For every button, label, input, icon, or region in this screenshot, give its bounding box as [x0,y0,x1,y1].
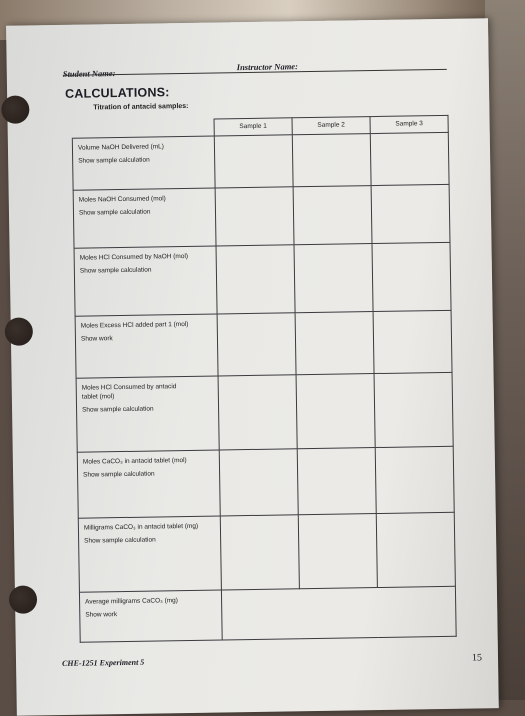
calculations-table [72,115,457,643]
section-subtitle: Titration of antacid samples: [93,102,189,112]
sample-2-cell[interactable] [298,514,377,589]
row-label-note: Show sample calculation [78,208,151,217]
column-header-sample-2: Sample 2 [292,117,370,135]
sample-2-cell[interactable] [295,312,374,375]
table-row [74,242,451,316]
row-label-note: Show sample calculation [78,156,150,165]
sample-1-cell[interactable] [216,245,295,314]
sample-3-cell[interactable] [376,512,455,587]
row-label-text: Milligrams CaCO₃ in antacid tablet (mg) [83,522,199,532]
row-label-text: Moles Excess HCl added part 1 (mol) [80,320,189,330]
table-row [76,372,453,452]
row-label-note: Show sample calculation [83,470,155,479]
sample-3-cell[interactable] [373,310,452,373]
sample-3-cell[interactable] [375,446,454,513]
column-header-sample-3: Sample 3 [370,115,448,133]
table-row [79,586,456,642]
row-label-milligrams-caco3 [78,516,221,592]
sample-3-cell[interactable] [371,184,450,243]
row-label-text: Moles CaCO₃ in antacid tablet (mol) [82,457,187,466]
row-label-text: Moles NaOH Consumed (mol) [78,195,166,204]
sample-2-cell[interactable] [292,134,371,187]
binder-hole [5,317,33,345]
binder-hole [9,585,37,613]
row-label-moles-caco3 [77,450,220,518]
row-label-volume-naoh [72,136,215,190]
table-row [72,132,449,190]
student-name-label: Student Name: [62,68,116,79]
sample-3-cell[interactable] [372,242,451,311]
row-label-note: Show sample calculation [82,405,154,414]
row-label-note: Show work [80,334,113,343]
course-label: CHE-1251 Experiment 5 [61,657,145,668]
average-answer-cell[interactable] [221,586,456,640]
table-row [73,184,450,248]
table-row [78,512,455,592]
row-label-average-caco3 [79,590,222,642]
column-header-sample-1: Sample 1 [214,118,292,136]
row-label-text: Volume NaOH Delivered (mL) [77,143,164,152]
sample-2-cell[interactable] [297,448,376,515]
binder-hole [1,95,29,123]
row-label-text: Average milligrams CaCO₃ (mg) [85,597,178,606]
sample-1-cell[interactable] [219,449,298,516]
row-label-note: Show sample calculation [84,536,156,545]
sample-1-cell[interactable] [220,515,299,590]
row-label-text: Moles HCl Consumed by NaOH (mol) [79,252,189,262]
table-row [77,446,454,518]
row-label-text: Moles HCl Consumed by antacid tablet (mol) [81,383,177,401]
sample-2-cell[interactable] [296,374,375,449]
instructor-name-label: Instructor Name: [236,61,298,73]
row-label-moles-naoh [73,188,216,248]
sample-3-cell[interactable] [370,132,449,185]
sample-2-cell[interactable] [293,186,372,245]
sample-1-cell[interactable] [217,313,296,376]
sample-1-cell[interactable] [218,375,297,450]
sample-1-cell[interactable] [214,135,293,188]
table-row [75,310,452,378]
page-number: 15 [471,652,483,664]
sample-3-cell[interactable] [374,372,453,447]
row-label-moles-excess-hcl [75,314,218,378]
sample-1-cell[interactable] [215,187,294,246]
row-label-moles-hcl-naoh [74,246,217,316]
worksheet-page [6,18,499,715]
row-label-moles-hcl-antacid [76,376,219,452]
row-label-note: Show sample calculation [79,266,152,275]
section-title: CALCULATIONS: [64,85,170,101]
sample-2-cell[interactable] [294,244,373,313]
row-label-note: Show work [85,610,118,619]
